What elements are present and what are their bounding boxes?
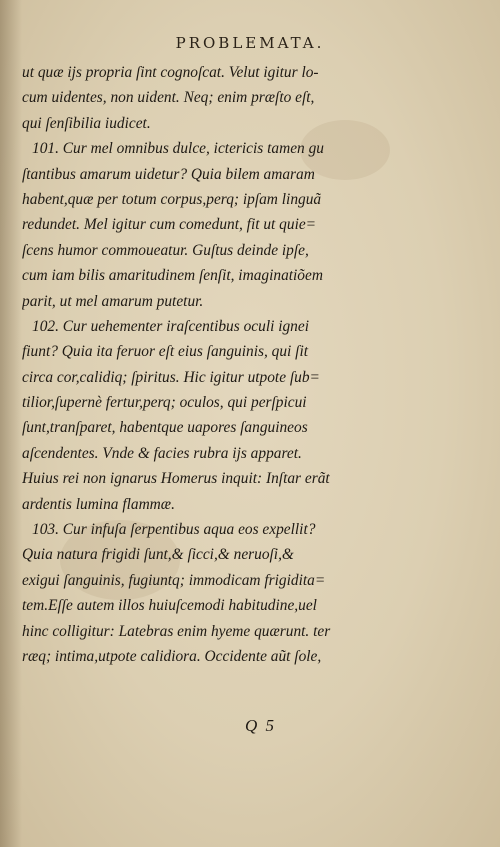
text-line: Huius rei non ignarus Homerus inquit: Inſtar erãt [22,470,330,488]
text-line: tilior,ſupernè fertur,perq; oculos, qui perſpicui [22,394,307,412]
gutter-shadow [0,0,22,847]
text-line: parit, ut mel amarum putetur. [22,292,204,310]
text-line: ſcens humor commoueatur. Guſtus deinde ipſe, [22,241,309,259]
text-line: circa cor,calidiq; ſpiritus. Hic igitur utpote ſub= [22,368,320,386]
text-line: cum iam bilis amaritudinem ſenſit, imaginatiõem [22,267,323,285]
text-line: ræq; intima,utpote calidiora. Occidente aũt ſole, [22,647,322,665]
problem-102-start: 102. Cur uehementer iraſcentibus oculi ignei [32,317,309,335]
text-line: hinc colligitur: Latebras enim hyeme quærunt. ter [22,622,331,640]
text-line: cum uidentes, non uident. Neq; enim præſto eſt, [22,89,315,107]
text-line: ut quæ ijs propria ſint cognoſcat. Velut igitur lo- [22,64,319,81]
text-line: qui ſenſibilia iudicet. [22,114,151,132]
text-line: tem.Eſſe autem illos huiuſcemodi habitudine,uel [22,597,317,615]
text-line: ſtantibus amarum uidetur? Quia bilem amaram [22,165,315,183]
text-line: exigui ſanguinis, fugiuntq; immodicam frigidita= [22,571,326,589]
running-head: PROBLEMATA. [175,34,325,52]
text-line: fiunt? Quia ita feruor eſt eius ſanguinis, qui ſit [22,343,309,361]
text-line: ardentis lumina flammæ. [22,495,175,513]
text-line: ſunt,tranſparet, habentque uapores ſanguineos [22,419,308,437]
body-text [22,60,394,669]
text-line: Quia natura frigidi ſunt,& ſicci,& neruoſi,& [22,546,294,564]
text-line: habent,quæ per totum corpus,perq; ipſam linguã [22,190,322,208]
signature-mark: Q 5 [245,716,277,735]
text-line: redundet. Mel igitur cum comedunt, fit ut quie= [22,216,317,234]
problem-101-start: 101. Cur mel omnibus dulce, ictericis tamen gu [32,140,324,158]
problem-103-start: 103. Cur infuſa ſerpentibus aqua eos expellit? [32,521,316,539]
text-line: aſcendentes. Vnde & facies rubra ijs apparet. [22,444,302,462]
